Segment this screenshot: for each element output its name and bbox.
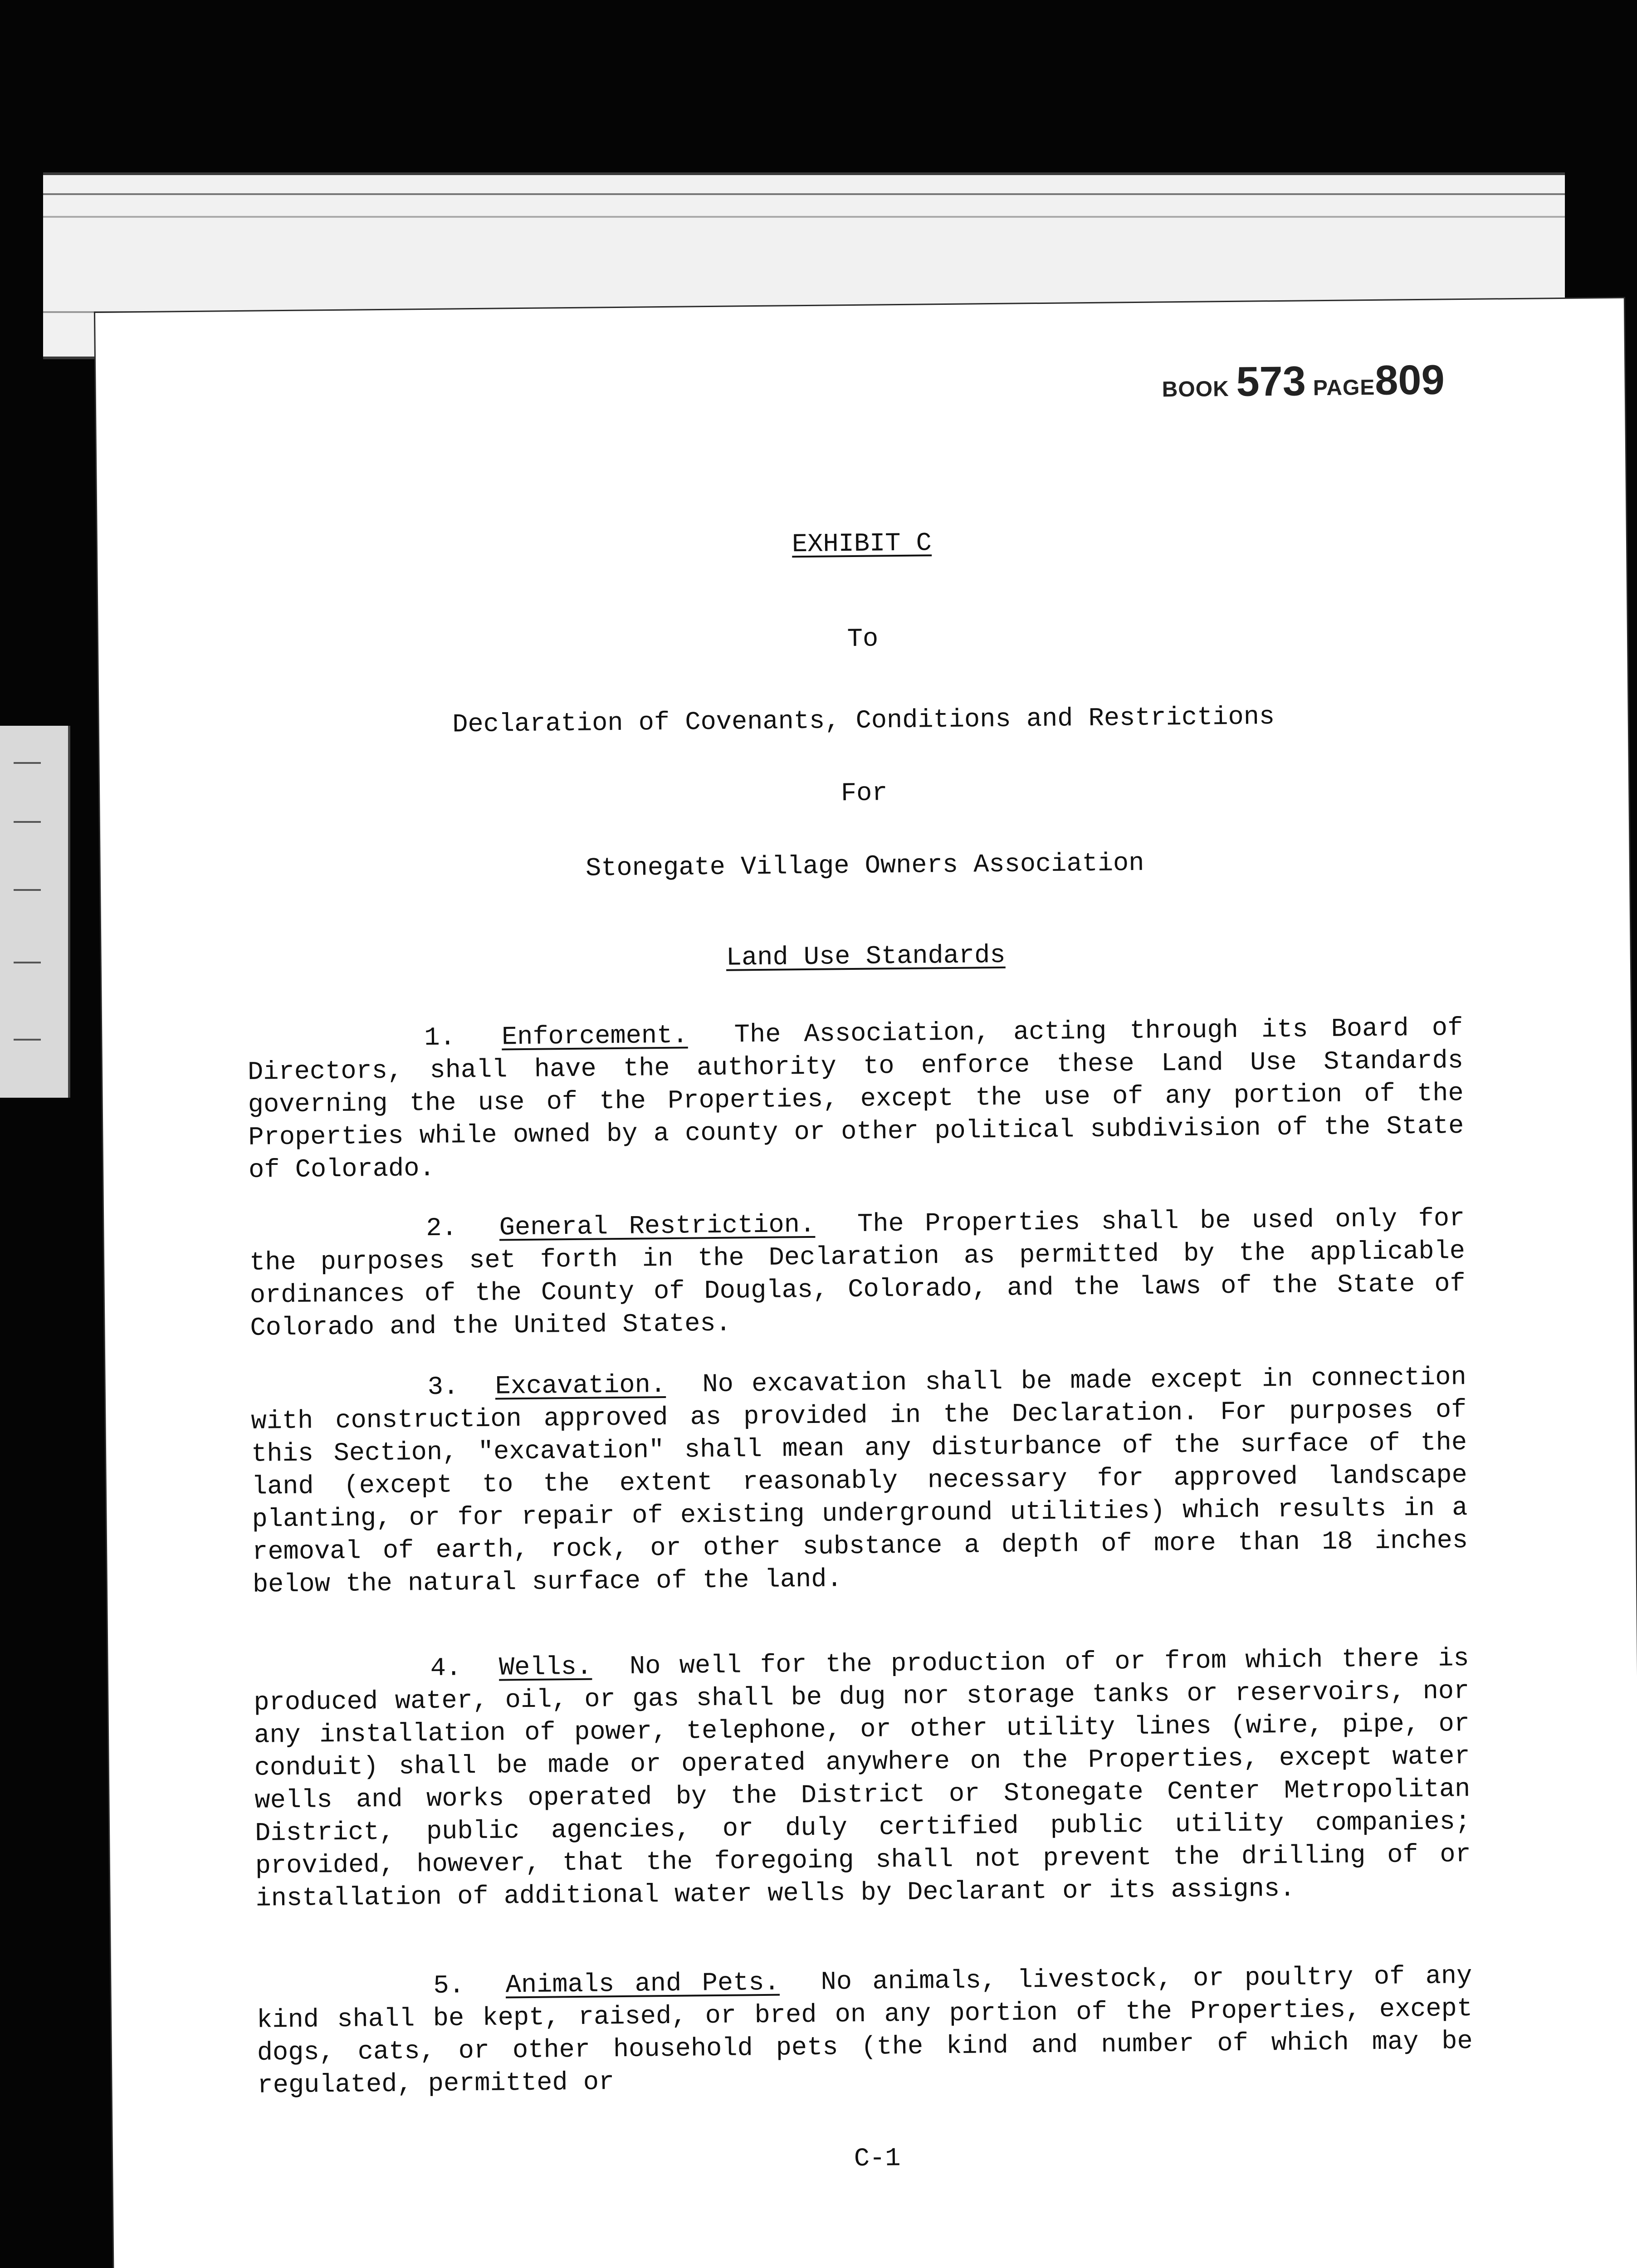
book-number: 573 xyxy=(1236,358,1306,405)
section-text: No excavation shall be made except in connection with construction approved as provided in the Declaration. For purposes of this Section, "excavation" shall mean any disturbance of the surface of the land (except to the extent reasonably necessary for approved landscape planting, or for repair of existing underground utilities) which results in a removal of earth, rock, or other substance a depth of more than 18 inches below the natural surface of the land. xyxy=(251,1363,1468,1600)
page-label: PAGE xyxy=(1313,375,1375,401)
section-number: 1. xyxy=(424,1023,456,1053)
left-edge-tab xyxy=(0,726,70,1098)
heading-to: To xyxy=(847,625,879,655)
book-page-reference xyxy=(1162,357,1445,406)
section-excavation xyxy=(250,1361,1468,1602)
section-number: 2. xyxy=(426,1214,458,1244)
section-animals-and-pets xyxy=(256,1960,1473,2102)
section-heading: Wells. xyxy=(498,1652,592,1683)
heading-for: For xyxy=(840,779,888,809)
section-text: The Properties shall be used only for the purposes set forth in the Declaration as permitted by the applicable ordinances of the County of Douglas, Colorado, and the laws of the State of Colorado and the United States. xyxy=(249,1204,1466,1343)
section-text: No well for the production of or from which there is produced water, oil, or gas shall be dug nor storage tanks or reservoirs, nor any installation of power, telephone, or other utility lines (wire, pipe, or conduit) shall be made or operated anywhere on the Properties, except water wells and works operated by the District or Stonegate Center Metropolitan District, public agencies, or duly certified public utility companies; provided, however, that the foregoing shall not prevent the drilling of or installation of additional water wells by Declarant or its assigns. xyxy=(254,1644,1471,1914)
declaration-title: Declaration of Covenants, Conditions and Restrictions xyxy=(452,703,1275,740)
document-page xyxy=(95,298,1637,2268)
section-enforcement xyxy=(247,1012,1464,1187)
exhibit-title: EXHIBIT C xyxy=(792,529,932,560)
section-number: 3. xyxy=(427,1373,459,1403)
section-heading: General Restriction. xyxy=(499,1210,816,1243)
section-wells xyxy=(253,1642,1471,1916)
section-text: The Association, acting through its Board of Directors, shall have the authority to enforce these Land Use Standards governing the use of the Properties, except the use of any portion of the Properties while owned by a county or other political subdivision of the State of Colorado. xyxy=(247,1014,1464,1185)
page-reference-number: 809 xyxy=(1374,357,1445,404)
association-name: Stonegate Village Owners Association xyxy=(585,849,1144,884)
section-general-restriction xyxy=(249,1202,1466,1345)
section-number: 4. xyxy=(430,1654,462,1684)
page-number: C-1 xyxy=(854,2144,901,2174)
section-title: Land Use Standards xyxy=(726,941,1006,973)
section-heading: Excavation. xyxy=(495,1371,666,1402)
section-number: 5. xyxy=(433,1971,465,2001)
section-heading: Animals and Pets. xyxy=(505,1968,780,2000)
section-text: No animals, livestock, or poultry of any kind shall be kept, raised, or bred on any portion of the Properties, except dogs, cats, or other household pets (the kind and number of which may be regulated, permitted or xyxy=(256,1962,1473,2101)
section-heading: Enforcement. xyxy=(501,1021,688,1052)
book-label: BOOK xyxy=(1162,377,1229,402)
